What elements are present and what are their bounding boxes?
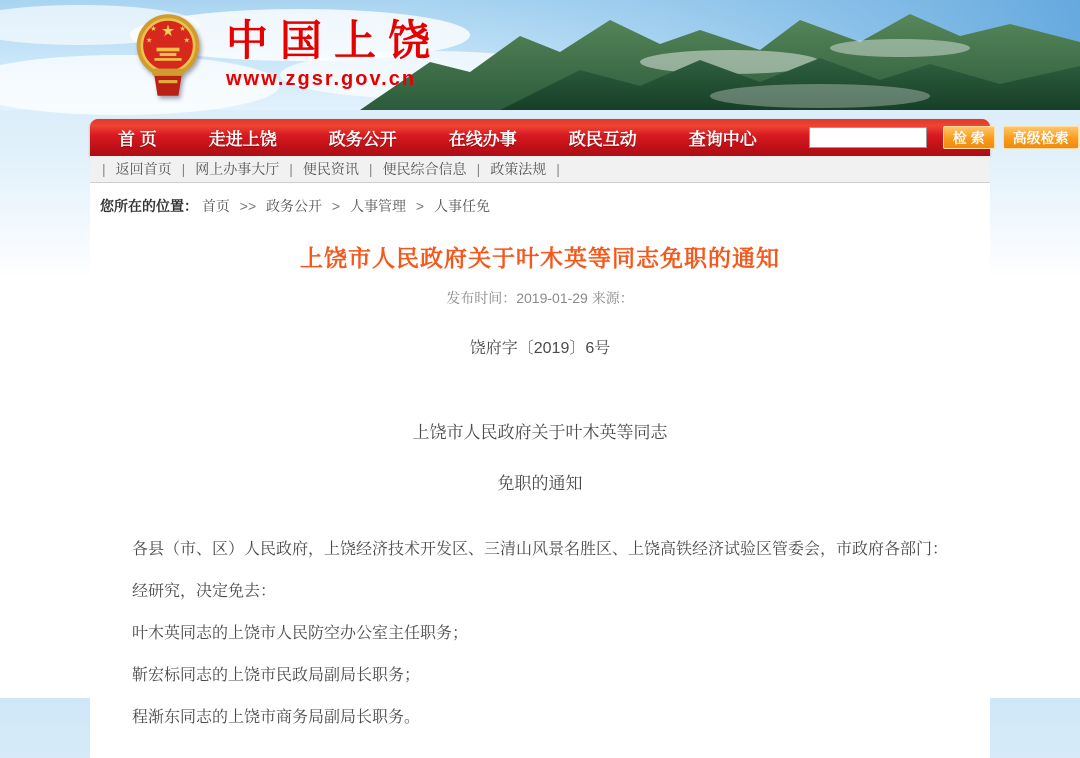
search-input[interactable] [809, 127, 927, 148]
publish-time-label: 发布时间： [446, 290, 517, 306]
search-button[interactable]: 检 索 [943, 126, 995, 149]
breadcrumb [100, 183, 980, 216]
main-nav [90, 119, 1069, 156]
site-url: www.zgsr.gov.cn [226, 67, 417, 90]
national-emblem-icon [128, 8, 208, 102]
subnav-item-back-home[interactable]: 返回首页 [115, 161, 172, 177]
subnav-item-comprehensive-info[interactable]: 便民综合信息 [382, 161, 467, 177]
breadcrumb-item-personnel-mgmt[interactable]: 人事管理 [350, 198, 406, 214]
document-title-line1: 上饶市人民政府关于叶木英等同志 [412, 423, 668, 442]
publish-date: 2019-01-29 [516, 290, 588, 306]
sub-nav [90, 156, 990, 183]
nav-item-gov-affairs[interactable]: 政务公开 [328, 130, 397, 149]
subnav-separator: | [289, 161, 293, 177]
subnav-separator: | [102, 161, 106, 177]
breadcrumb-separator: >> [239, 198, 257, 214]
svg-text:★: ★ [183, 35, 191, 45]
nav-search-group [809, 126, 1079, 149]
body-paragraph: 各县（市、区）人民政府，上饶经济技术开发区、三清山风景名胜区、上饶高铁经济试验区管委会，市政府各部门： [132, 541, 949, 558]
subnav-item-policies-regulations[interactable]: 政策法规 [490, 161, 547, 177]
svg-text:★: ★ [160, 23, 176, 41]
nav-item-public-interaction[interactable]: 政民互动 [568, 130, 637, 149]
main-container [90, 119, 1069, 758]
subnav-separator: | [476, 161, 481, 177]
nav-item-home[interactable]: 首 页 [118, 130, 157, 149]
subnav-item-convenience-info[interactable]: 便民资讯 [302, 161, 359, 177]
body-paragraph: 靳宏标同志的上饶市民政局副局长职务； [132, 667, 421, 684]
nav-item-online-services[interactable]: 在线办事 [448, 130, 517, 149]
site-header [0, 0, 1080, 110]
subnav-separator: | [181, 161, 186, 177]
source-label: 来源： [591, 290, 634, 306]
document-number: 饶府字〔2019〕6号 [469, 340, 611, 357]
nav-item-query-center[interactable]: 查询中心 [688, 130, 757, 149]
svg-text:★: ★ [150, 23, 157, 33]
content-area [90, 183, 990, 758]
subnav-item-online-service-hall[interactable]: 网上办事大厅 [195, 161, 280, 177]
breadcrumb-item-home[interactable]: 首页 [201, 198, 230, 214]
document-title-line2: 免职的通知 [497, 474, 583, 493]
svg-text:★: ★ [179, 23, 186, 33]
advanced-search-button[interactable]: 高级检索 [1003, 126, 1079, 149]
article-meta [100, 288, 980, 308]
body-paragraph: 程渐东同志的上饶市商务局副局长职务。 [132, 709, 421, 726]
breadcrumb-separator: > [415, 198, 425, 214]
article-title: 上饶市人民政府关于叶木英等同志免职的通知 [300, 245, 780, 271]
breadcrumb-item-gov-affairs[interactable]: 政务公开 [266, 198, 323, 214]
breadcrumb-item-personnel-appointments[interactable]: 人事任免 [433, 198, 490, 214]
subnav-separator: | [368, 161, 373, 177]
nav-item-about-shangrao[interactable]: 走进上饶 [208, 130, 277, 149]
site-logo[interactable] [128, 8, 442, 102]
body-paragraph: 经研究，决定免去： [132, 583, 277, 600]
svg-text:★: ★ [145, 35, 153, 45]
site-title: 中国上饶 [226, 16, 443, 64]
body-paragraph: 叶木英同志的上饶市人民防空办公室主任职务； [132, 625, 469, 642]
subnav-separator: | [556, 161, 560, 177]
breadcrumb-separator: > [331, 198, 341, 214]
breadcrumb-label: 您所在的位置： [100, 198, 198, 214]
